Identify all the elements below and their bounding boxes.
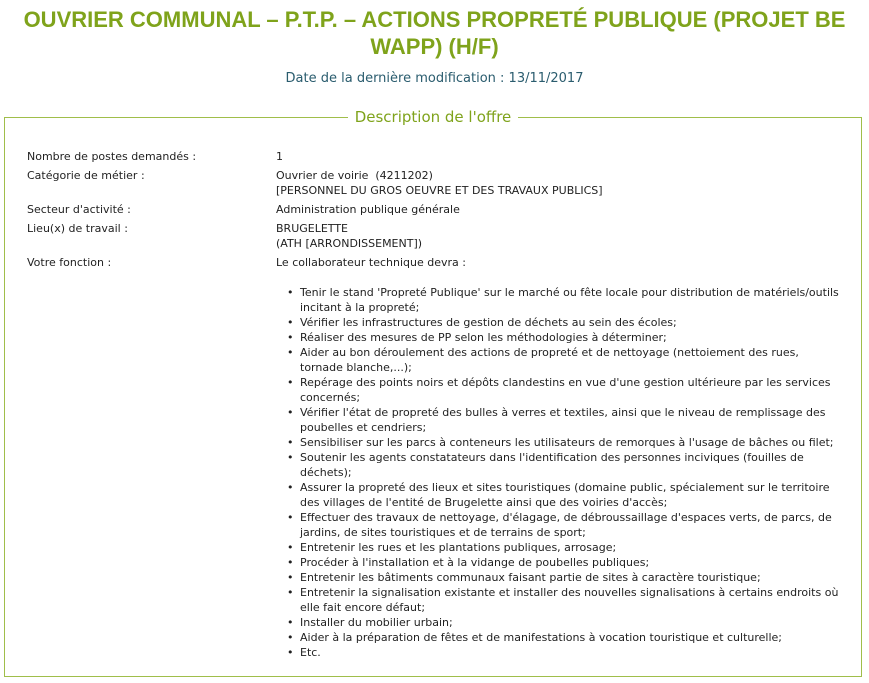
list-item: • Vérifier l'état de propreté des bulles à verres et textiles, ainsi que le niveau de remplissage des poubelles et cendriers;: [300, 405, 843, 435]
detail-value: [276, 149, 843, 164]
list-item: • Procéder à l'installation et à la vidange de poubelles publiques;: [300, 555, 843, 570]
list-item: • Entretenir les rues et les plantations publiques, arrosage;: [300, 540, 843, 555]
list-item: • Effectuer des travaux de nettoyage, d'élagage, de débroussaillage d'espaces verts, de parcs, de jardins, de sites touristiques et de terrains de sport;: [300, 510, 843, 540]
list-item: • Entretenir la signalisation existante et installer des nouvelles signalisations à certains endroits où elle fait encore défaut;: [300, 585, 843, 615]
section-legend: [5, 107, 861, 127]
detail-label: Secteur d'activité :: [27, 203, 131, 216]
offer-description-section: [4, 108, 862, 677]
list-item: • Aider à la préparation de fêtes et de manifestations à vocation touristique et culturelle;: [300, 630, 843, 645]
detail-label: Nombre de postes demandés :: [27, 150, 197, 163]
list-item: • Tenir le stand 'Propreté Publique' sur le marché ou fête locale pour distribution de matériels/outils incitant à la propreté;: [300, 285, 843, 315]
list-item: • Vérifier les infrastructures de gestion de déchets au sein des écoles;: [300, 315, 843, 330]
function-intro: Le collaborateur technique devra :: [276, 256, 466, 269]
detail-value: [276, 255, 843, 660]
offer-details: [27, 149, 843, 664]
list-item: • Entretenir les bâtiments communaux faisant partie de sites à caractère touristique;: [300, 570, 843, 585]
section-legend-label: Description de l'offre: [348, 108, 519, 126]
detail-value: [276, 221, 843, 251]
detail-row-function: [27, 255, 843, 660]
detail-value: [276, 202, 843, 217]
list-item: • Installer du mobilier urbain;: [300, 615, 843, 630]
detail-value-line: Ouvrier de voirie (4211202): [276, 169, 433, 182]
detail-value-line: 1: [276, 150, 283, 163]
detail-row-sector: [27, 202, 843, 217]
list-item: • Repérage des points noirs et dépôts clandestins en vue d'une gestion ultérieure par les services concernés;: [300, 375, 843, 405]
detail-row-location: [27, 221, 843, 251]
detail-value-line: [PERSONNEL DU GROS OEUVRE ET DES TRAVAUX PUBLICS]: [276, 184, 603, 197]
detail-label: Lieu(x) de travail :: [27, 222, 128, 235]
job-title: OUVRIER COMMUNAL – P.T.P. – ACTIONS PROPRETÉ PUBLIQUE (PROJET BE WAPP) (H/F): [23, 7, 846, 59]
list-item: • Etc.: [300, 645, 843, 660]
task-list: [276, 285, 843, 660]
detail-row-positions: [27, 149, 843, 164]
detail-value-line: BRUGELETTE: [276, 222, 348, 235]
list-item: • Sensibiliser sur les parcs à conteneurs les utilisateurs de remorques à l'usage de bâches ou filet;: [300, 435, 843, 450]
detail-value-line: (ATH [ARRONDISSEMENT]): [276, 237, 423, 250]
detail-label: Catégorie de métier :: [27, 169, 145, 182]
list-item: • Assurer la propreté des lieux et sites touristiques (domaine public, spécialement sur le territoire des villages de l'entité de Brugelette ainsi que des voiries d'accès;: [300, 480, 843, 510]
detail-value-line: Administration publique générale: [276, 203, 460, 216]
last-modified-date: Date de la dernière modification : 13/11/2017: [285, 71, 584, 86]
detail-value: [276, 168, 843, 198]
list-item: • Aider au bon déroulement des actions de propreté et de nettoyage (nettoiement des rues, tornade blanche,...);: [300, 345, 843, 375]
list-item: • Réaliser des mesures de PP selon les méthodologies à déterminer;: [300, 330, 843, 345]
detail-row-category: [27, 168, 843, 198]
detail-label: Votre fonction :: [27, 256, 112, 269]
list-item: • Soutenir les agents constatateurs dans l'identification des personnes inciviques (fouilles de déchets);: [300, 450, 843, 480]
